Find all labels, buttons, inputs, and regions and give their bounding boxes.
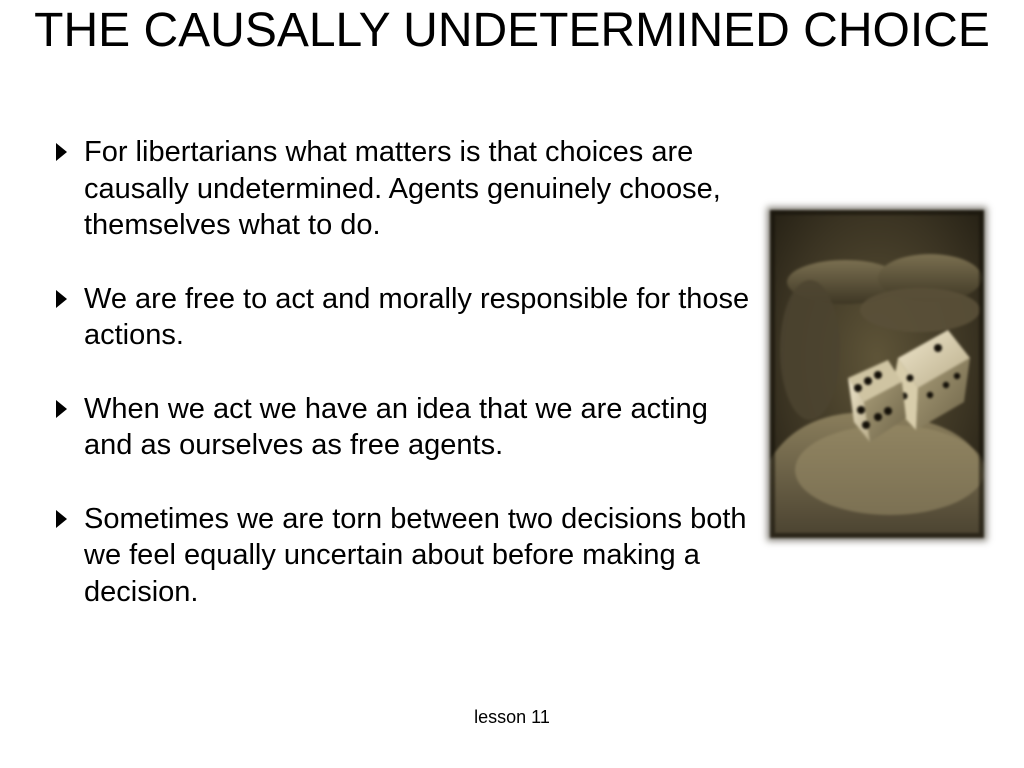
bullet-text: When we act we have an idea that we are acting and as ourselves as free agents. <box>84 392 708 461</box>
slide-footer: lesson 11 <box>474 707 550 727</box>
bullet-text: Sometimes we are torn between two decisions both we feel equally uncertain about before making a decision. <box>84 502 747 608</box>
triangle-right-icon <box>56 400 67 418</box>
triangle-right-icon <box>56 510 67 528</box>
triangle-right-icon <box>56 143 67 161</box>
bullet-text: We are free to act and morally responsible for those actions. <box>84 282 750 351</box>
bullet-item <box>56 281 756 354</box>
bullet-item <box>56 134 756 244</box>
bullet-text: For libertarians what matters is that choices are causally undetermined. Agents genuinely choose, themselves what to do. <box>84 136 721 241</box>
bullet-list <box>56 134 756 647</box>
bullet-item <box>56 501 756 611</box>
slide-title: THE CAUSALLY UNDETERMINED CHOICE <box>34 4 990 57</box>
triangle-right-icon <box>56 290 67 308</box>
dice-in-hand-photo <box>770 210 984 538</box>
bullet-item <box>56 391 756 464</box>
